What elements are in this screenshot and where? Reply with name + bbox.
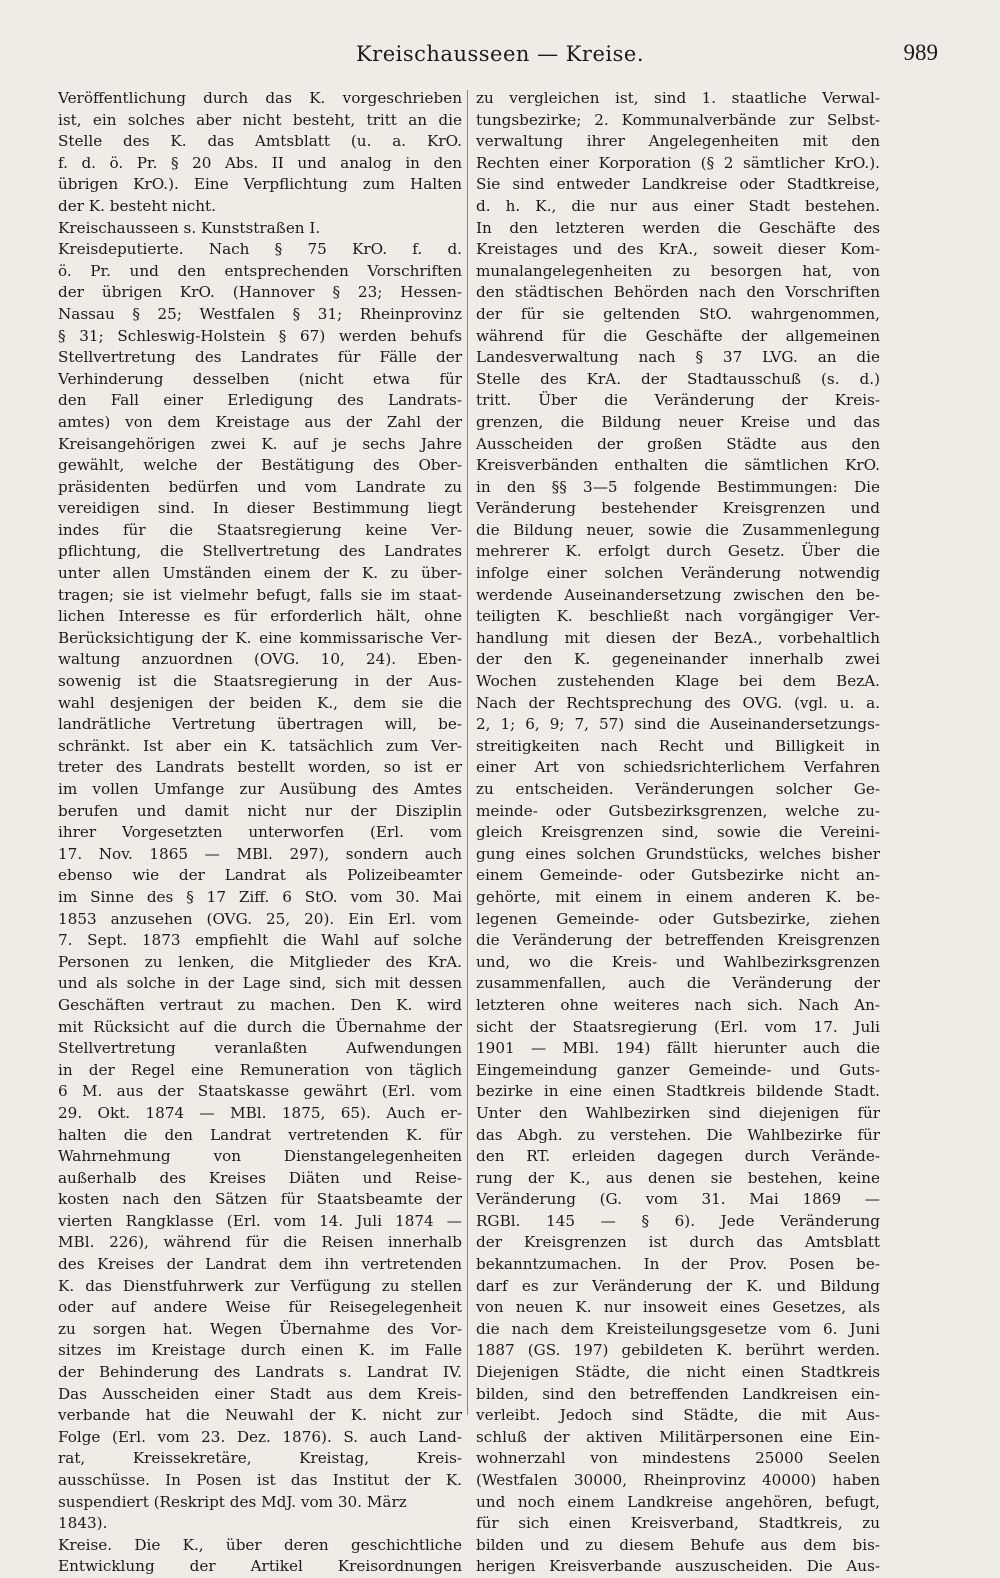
text-line: f. d. ö. Pr. § 20 Abs. II und analog in den (58, 153, 462, 172)
text-line: Nassau § 25; Westfalen § 31; Rheinprovinz (58, 304, 462, 323)
text-line: ebenso wie der Landrat als Polizeibeamter (58, 866, 462, 885)
text-line: zusammenfallen, auch die Veränderung der (476, 974, 880, 993)
text-line: Wahrnehmung von Dienstangelegenheiten (58, 1147, 462, 1166)
text-line: bezirke in eine einen Stadtkreis bildende Stadt. (476, 1082, 880, 1101)
text-line: bilden und zu diesem Behufe aus dem bis- (476, 1535, 880, 1554)
text-line: Unter den Wahlbezirken sind diejenigen für (476, 1103, 880, 1122)
text-line: Verhinderung desselben (nicht etwa für (58, 369, 462, 388)
text-line: sicht der Staatsregierung (Erl. vom 17. Juli (476, 1017, 880, 1036)
text-line: schluß der aktiven Militärpersonen eine Ein- (476, 1427, 880, 1446)
text-line: übrigen KrO.). Eine Verpflichtung zum Halten (58, 175, 462, 194)
text-line: sowenig ist die Staatsregierung in der Aus- (58, 672, 462, 691)
text-line: 1887 (GS. 197) gebildeten K. berührt werden. (476, 1341, 880, 1360)
text-line: bekanntzumachen. In der Prov. Posen be- (476, 1255, 880, 1274)
text-line: gewählt, welche der Bestätigung des Ober- (58, 456, 462, 475)
text-line: werdende Auseinandersetzung zwischen den be- (476, 585, 880, 604)
text-line: der übrigen KrO. (Hannover § 23; Hessen- (58, 283, 462, 302)
text-line: den RT. erleiden dagegen durch Verände- (476, 1147, 880, 1166)
text-line: tritt. Über die Veränderung der Kreis- (476, 391, 880, 410)
text-line: der den K. gegeneinander innerhalb zwei (476, 650, 880, 669)
text-line: Entwicklung der Artikel Kreisordnungen (58, 1557, 462, 1576)
text-line: für sich einen Kreisverband, Stadtkreis, zu (476, 1514, 880, 1533)
text-line: waltung anzuordnen (OVG. 10, 24). Eben- (58, 650, 462, 669)
text-line: vierten Rangklasse (Erl. vom 14. Juli 1874 — (58, 1211, 462, 1230)
right-text-column (476, 88, 880, 1578)
text-line: Diejenigen Städte, die nicht einen Stadtkreis (476, 1363, 880, 1382)
text-line: 1853 anzusehen (OVG. 25, 20). Ein Erl. vom (58, 909, 462, 928)
text-line: herigen Kreisverbande auszuscheiden. Die Aus- (476, 1557, 880, 1576)
text-line: präsidenten bedürfen und vom Landrate zu (58, 477, 462, 496)
text-line: meinde- oder Gutsbezirksgrenzen, welche zu- (476, 801, 880, 820)
text-line: Das Ausscheiden einer Stadt aus dem Kreis- (58, 1384, 462, 1403)
text-line: im vollen Umfange zur Ausübung des Amtes (58, 780, 462, 798)
text-line: den städtischen Behörden nach den Vorschriften (476, 283, 880, 302)
running-header (60, 38, 940, 70)
text-line: verwaltung ihrer Angelegenheiten mit den (476, 132, 880, 151)
text-line: (Westfalen 30000, Rheinprovinz 40000) haben (476, 1471, 880, 1489)
text-line: verbande hat die Neuwahl der K. nicht zur (58, 1406, 462, 1425)
text-line: tragen; sie ist vielmehr befugt, falls sie im staat- (58, 585, 462, 604)
left-text-column (58, 88, 462, 1578)
text-line: gung eines solchen Grundstücks, welches bisher (476, 844, 880, 863)
text-line: wohnerzahl von mindestens 25000 Seelen (476, 1449, 880, 1468)
text-line: Stelle des K. das Amtsblatt (u. a. KrO. (58, 132, 462, 151)
text-line: 29. Okt. 1874 — MBl. 1875, 65). Auch er- (58, 1103, 462, 1122)
text-line: Berücksichtigung der K. eine kommissarische Ver- (58, 628, 462, 647)
text-line: Stellvertretung veranlaßten Aufwendungen (58, 1039, 462, 1058)
text-line: während für die Geschäfte der allgemeinen (476, 326, 880, 345)
text-line: rat, Kreissekretäre, Kreistag, Kreis- (58, 1449, 462, 1468)
text-line: 7. Sept. 1873 empfiehlt die Wahl auf solche (58, 931, 462, 950)
text-line: pflichtung, die Stellvertretung des Landrates (58, 542, 462, 561)
text-line: schränkt. Ist aber ein K. tatsächlich zum Ver- (58, 736, 462, 755)
text-line: die Bildung neuer, sowie die Zusammenlegung (476, 520, 880, 539)
text-line: der K. besteht nicht. (58, 196, 216, 215)
text-line: die Veränderung der betreffenden Kreisgrenzen (476, 931, 880, 950)
text-line: Veränderung (G. vom 31. Mai 1869 — (476, 1190, 880, 1209)
text-line: § 31; Schleswig-Holstein § 67) werden behufs (58, 326, 462, 345)
page-number: 989 (903, 40, 938, 65)
text-line: letzteren ohne weiteres nach sich. Nach An- (476, 995, 880, 1014)
text-line: tungsbezirke; 2. Kommunalverbände zur Selbst- (476, 110, 880, 129)
text-line: ö. Pr. und den entsprechenden Vorschriften (58, 261, 462, 280)
text-line: Geschäften vertraut zu machen. Den K. wird (58, 995, 462, 1014)
text-line: grenzen, die Bildung neuer Kreise und das (476, 412, 880, 431)
text-line: und, wo die Kreis- und Wahlbezirksgrenzen (476, 952, 880, 971)
text-line: 1901 — MBl. 194) fällt hierunter auch die (476, 1039, 880, 1058)
text-line: MBl. 226), während für die Reisen innerhalb (58, 1233, 462, 1252)
text-line: der für sie geltenden StO. wahrgenommen, (476, 304, 880, 323)
text-line: 1843). (58, 1514, 108, 1533)
text-line: amtes) von dem Kreistage aus der Zahl der (58, 412, 462, 431)
text-line: streitigkeiten nach Recht und Billigkeit in (476, 736, 880, 755)
text-line: Kreise. Die K., über deren geschichtliche (58, 1535, 462, 1554)
text-line: gehörte, mit einem in einem anderen K. be- (476, 887, 880, 906)
text-line: verleibt. Jedoch sind Städte, die mit Aus- (476, 1406, 880, 1425)
text-line: Kreisangehörigen zwei K. auf je sechs Jahre (58, 434, 462, 453)
text-line: Kreisdeputierte. Nach § 75 KrO. f. d. (58, 240, 462, 259)
text-line: ist, ein solches aber nicht besteht, tritt an die (58, 110, 462, 129)
text-line: des Kreises der Landrat dem ihn vertretenden (58, 1255, 462, 1274)
text-line: Rechten einer Korporation (§ 2 sämtlicher KrO.). (476, 153, 880, 172)
text-line: Kreistages und des KrA., soweit dieser Kom- (476, 240, 880, 259)
text-line: halten die den Landrat vertretenden K. für (58, 1125, 462, 1144)
column-divider (467, 90, 468, 1415)
text-line: Eingemeindung ganzer Gemeinde- und Guts- (476, 1060, 880, 1079)
text-line: ausschüsse. In Posen ist das Institut der K. (58, 1471, 462, 1489)
text-line: bilden, sind den betreffenden Landkreisen ein- (476, 1384, 880, 1403)
text-line: kosten nach den Sätzen für Staatsbeamte der (58, 1190, 462, 1209)
header-title: Kreischausseen — Kreise. (355, 42, 644, 66)
text-line: ihrer Vorgesetzten unterworfen (Erl. vom (58, 823, 462, 842)
text-line: rung der K., aus denen sie bestehen, keine (476, 1168, 880, 1187)
text-line: und noch einem Landkreise angehören, befugt, (476, 1492, 880, 1511)
text-line: der Kreisgrenzen ist durch das Amtsblatt (476, 1233, 880, 1252)
text-line: das Abgh. zu verstehen. Die Wahlbezirke für (476, 1125, 880, 1144)
text-line: In den letzteren werden die Geschäfte des (476, 218, 880, 237)
text-line: Nach der Rechtsprechung des OVG. (vgl. u. a. (476, 693, 880, 712)
text-line: im Sinne des § 17 Ziff. 6 StO. vom 30. Mai (58, 887, 462, 906)
text-line: unter allen Umständen einem der K. zu über- (58, 564, 462, 583)
text-line: landrätliche Vertretung übertragen will, be- (58, 715, 462, 734)
text-line: Stelle des KrA. der Stadtausschuß (s. d.) (476, 369, 880, 388)
text-line: Kreisverbänden enthalten die sämtlichen KrO. (476, 456, 880, 475)
text-line: 2, 1; 6, 9; 7, 57) sind die Auseinandersetzungs- (476, 715, 880, 734)
text-line: 17. Nov. 1865 — MBl. 297), sondern auch (58, 844, 462, 863)
text-line: Stellvertretung des Landrates für Fälle der (58, 348, 462, 367)
text-line: treter des Landrats bestellt worden, so ist er (58, 758, 462, 777)
text-line: Veröffentlichung durch das K. vorgeschrieben (58, 89, 462, 107)
text-line: RGBl. 145 — § 6). Jede Veränderung (476, 1211, 880, 1230)
text-line: suspendiert (Reskript des MdJ. vom 30. März (58, 1492, 407, 1511)
text-line: handlung mit diesen der BezA., vorbehaltlich (476, 628, 880, 647)
text-line: 6 M. aus der Staatskasse gewährt (Erl. vom (58, 1082, 462, 1101)
text-line: indes für die Staatsregierung keine Ver- (58, 520, 462, 539)
text-line: darf es zur Veränderung der K. und Bildung (476, 1276, 880, 1295)
text-line: berufen und damit nicht nur der Disziplin (58, 801, 462, 820)
text-line: munalangelegenheiten zu besorgen hat, von (476, 261, 880, 280)
text-line: Ausscheiden der großen Städte aus den (476, 434, 880, 453)
text-line: zu sorgen hat. Wegen Übernahme des Vor- (58, 1319, 462, 1338)
text-line: in der Regel eine Remuneration von täglich (58, 1060, 462, 1079)
text-line: wahl desjenigen der beiden K., dem sie die (58, 693, 462, 712)
text-line: einer Art von schiedsrichterlichem Verfahren (476, 758, 880, 777)
text-line: oder auf andere Weise für Reisegelegenheit (58, 1298, 462, 1317)
text-line: mit Rücksicht auf die durch die Übernahme der (58, 1017, 462, 1036)
text-line: mehrerer K. erfolgt durch Gesetz. Über die (476, 542, 880, 561)
text-line: Folge (Erl. vom 23. Dez. 1876). S. auch Land- (58, 1427, 462, 1446)
text-line: Kreischausseen s. Kunststraßen I. (58, 218, 321, 237)
text-line: Wochen zustehenden Klage bei dem BezA. (476, 672, 880, 691)
text-line: legenen Gemeinde- oder Gutsbezirke, ziehen (476, 909, 880, 928)
text-line: von neuen K. nur insoweit eines Gesetzes, als (476, 1298, 880, 1317)
text-line: Personen zu lenken, die Mitglieder des KrA. (58, 952, 462, 971)
text-line: den Fall einer Erledigung des Landrats- (58, 391, 462, 410)
text-line: Sie sind entweder Landkreise oder Stadtkreise, (476, 175, 880, 194)
text-line: zu vergleichen ist, sind 1. staatliche Verwal- (476, 89, 880, 107)
text-line: vereidigen sind. In dieser Bestimmung liegt (58, 499, 462, 518)
text-line: die nach dem Kreisteilungsgesetze vom 6. Juni (476, 1319, 880, 1338)
text-line: zu entscheiden. Veränderungen solcher Ge- (476, 780, 880, 798)
text-line: teiligten K. beschließt nach vorgängiger Ver- (476, 607, 880, 626)
text-line: außerhalb des Kreises Diäten und Reise- (58, 1168, 462, 1187)
text-line: in den §§ 3—5 folgende Bestimmungen: Die (476, 477, 880, 496)
text-line: gleich Kreisgrenzen sind, sowie die Vereini- (476, 823, 880, 842)
text-line: sitzes im Kreistage durch einen K. im Falle (58, 1341, 462, 1360)
text-line: infolge einer solchen Veränderung notwendig (476, 564, 880, 583)
text-line: lichen Interesse es für erforderlich hält, ohne (58, 607, 462, 626)
text-line: Landesverwaltung nach § 37 LVG. an die (476, 348, 880, 367)
text-line: und als solche in der Lage sind, sich mit dessen (58, 974, 462, 993)
text-line: der Behinderung des Landrats s. Landrat IV. (58, 1363, 462, 1382)
text-line: d. h. K., die nur aus einer Stadt bestehen. (476, 196, 880, 215)
text-line: K. das Dienstfuhrwerk zur Verfügung zu stellen (58, 1276, 462, 1295)
text-line: Veränderung bestehender Kreisgrenzen und (476, 499, 880, 518)
text-line: einem Gemeinde- oder Gutsbezirke nicht an- (476, 866, 880, 885)
